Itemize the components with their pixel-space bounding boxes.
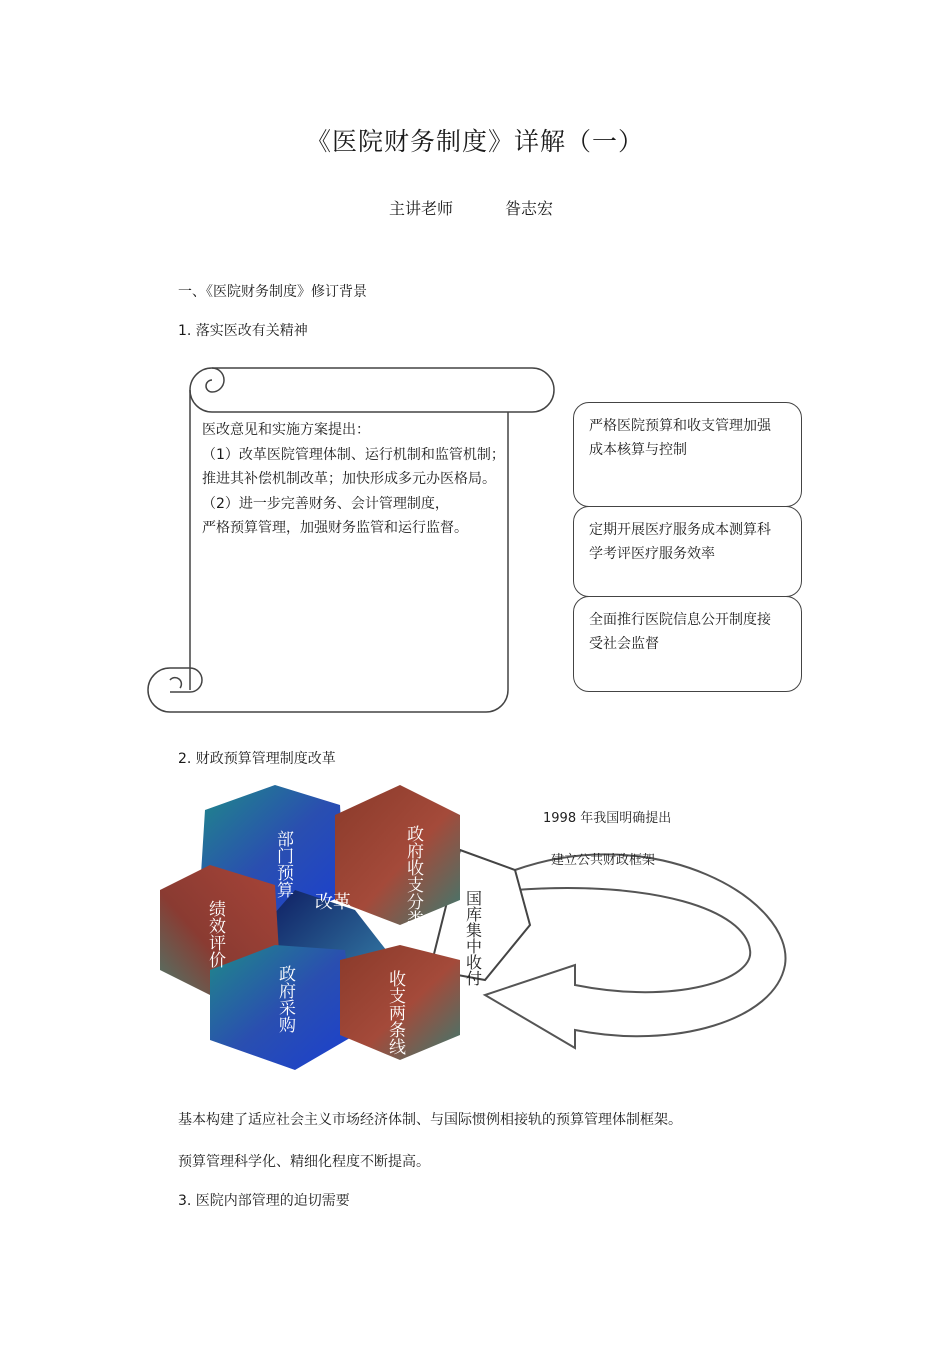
- paragraph-1: 基本构建了适应社会主义市场经济体制、与国际惯例相接轨的预算管理体制框架。: [178, 1112, 682, 1128]
- section-heading: 一、《医院财务制度》修订背景: [178, 284, 367, 300]
- scroll-text: [202, 418, 505, 541]
- measure-box-text: 定期开展医疗服务成本测算科学考评医疗服务效率: [589, 522, 771, 562]
- measure-box-2: [573, 506, 802, 597]
- hex-revenue-classification: [335, 785, 460, 925]
- hex-label-zhengfu: 政府收支分类: [403, 825, 423, 927]
- measure-box-text: 严格医院预算和收支管理加强成本核算与控制: [589, 418, 771, 458]
- paragraph-2: 预算管理科学化、精细化程度不断提高。: [178, 1154, 430, 1170]
- callout-line-1: 1998 年我国明确提出: [543, 811, 672, 826]
- item-2-heading: 2. 财政预算管理制度改革: [178, 751, 336, 767]
- scroll-line: 医改意见和实施方案提出：: [202, 422, 370, 438]
- hex-label-bumen: 部门预算: [273, 830, 293, 898]
- scroll-line: （1）改革医院管理体制、运行机制和监管机制；: [202, 446, 505, 463]
- measure-box-1: [573, 402, 802, 507]
- scroll-line: 严格预算管理，加强财务监管和运行监督。: [202, 520, 468, 536]
- scroll-line: （2）进一步完善财务、会计管理制度，: [202, 495, 449, 512]
- item-3-heading: 3. 医院内部管理的迫切需要: [178, 1193, 350, 1209]
- budget-reform-diagram: [155, 780, 795, 1075]
- hex-label-center: 改革: [315, 892, 351, 913]
- hex-label-liangtiaoxian: 收支两条线: [385, 970, 405, 1055]
- hex-label-guoku: 国库集中收付: [463, 890, 483, 986]
- measure-box-text: 全面推行医院信息公开制度接受社会监督: [589, 612, 771, 652]
- hex-label-jixiao: 绩效评价: [205, 900, 225, 968]
- callout-line-2: 建立公共财政框架: [551, 853, 656, 868]
- page-title: 《医院财务制度》详解（一）: [305, 127, 644, 156]
- lecturer-name: 昝志宏: [505, 199, 554, 218]
- hex-label-caigou: 政府采购: [275, 965, 295, 1033]
- curved-arrow-icon: [485, 854, 786, 1048]
- lecturer-label: 主讲老师: [389, 199, 454, 218]
- measure-box-3: [573, 596, 802, 692]
- scroll-line: 推进其补偿机制改革；加快形成多元办医格局。: [202, 471, 496, 487]
- item-1-heading: 1. 落实医改有关精神: [178, 323, 308, 339]
